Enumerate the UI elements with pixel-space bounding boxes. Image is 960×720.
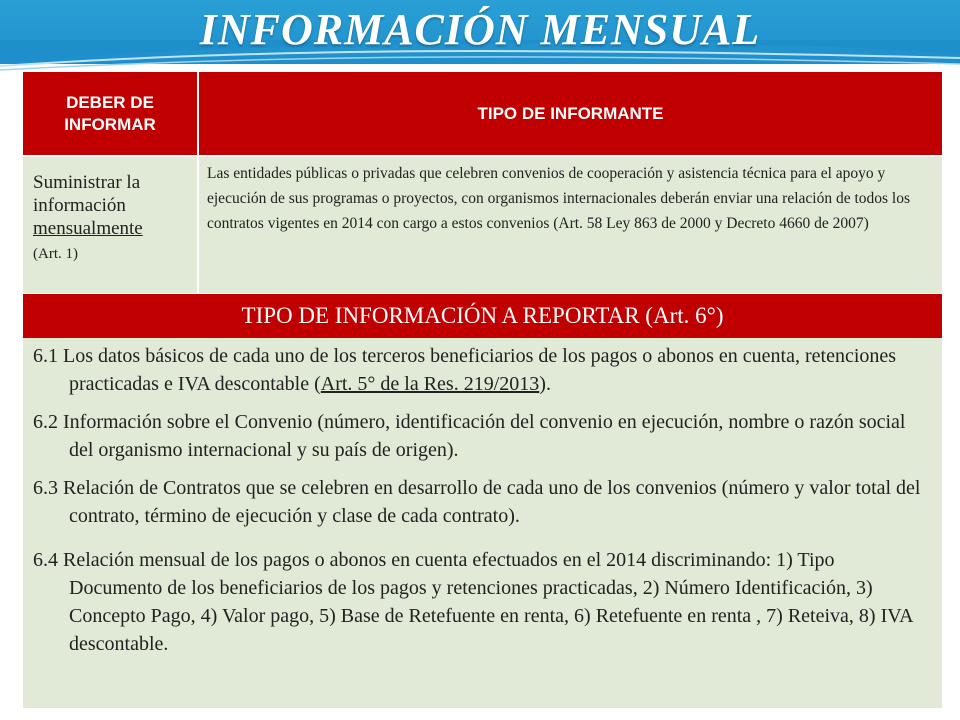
item-6-1-end: ).	[539, 373, 551, 395]
item-6-1-reference: Art. 5° de la Res. 219/2013	[320, 373, 540, 395]
deber-text: Suministrar la información	[33, 172, 141, 217]
reporte-item-6-4: 6.4 Relación mensual de los pagos o abonos en cuenta efectuados en el 2014 discriminando: 1) Tipo Documento de los beneficiarios de los pagos y retenciones practicadas, 2) Número Identificación, 3) Concepto Pago, 4) Valor pago, 5) Base de Retefuente en renta, 6) Retefuente en renta , 7) Reteiva, 8) IVA descontable.	[33, 549, 913, 655]
deber-article: (Art. 1)	[33, 245, 78, 262]
table-header-row	[23, 72, 942, 155]
informante-table	[23, 72, 942, 293]
deber-mensualmente: mensualmente	[33, 218, 143, 240]
informante-cell: Las entidades públicas o privadas que celebren convenios de cooperación y asistencia técnica para el apoyo y ejecución de sus programas o proyectos, con organismos internacionales deberán enviar una relación de todos los contratos vigentes en 2014 con cargo a estos convenios (Art. 58 Ley 863 de 2000 y Decreto 4660 de 2007)	[207, 165, 911, 232]
reporte-body	[23, 338, 942, 708]
header-deber-de-informar: DEBER DE INFORMAR	[23, 72, 199, 155]
reporte-item-6-2: 6.2 Información sobre el Convenio (número, identificación del convenio en ejecución, nombre o razón social del organismo internacional y su país de origen).	[33, 411, 906, 461]
item-6-1-text: 6.1 Los datos básicos de cada uno de los terceros beneficiarios de los pagos o abonos en cuenta, retenciones practicadas e IVA descontable (	[33, 345, 897, 395]
reporte-header: TIPO DE INFORMACIÓN A REPORTAR (Art. 6°)	[23, 294, 942, 338]
deber-cell	[23, 157, 199, 293]
reporte-item-6-1	[33, 342, 930, 398]
reporte-item-6-3: 6.3 Relación de Contratos que se celebren en desarrollo de cada uno de los convenios (número y valor total del contrato, término de ejecución y clase de cada contrato).	[33, 477, 921, 527]
table-body-row	[23, 155, 942, 293]
header-tipo-de-informante: TIPO DE INFORMANTE	[199, 72, 942, 155]
page-title: INFORMACIÓN MENSUAL	[199, 5, 761, 54]
